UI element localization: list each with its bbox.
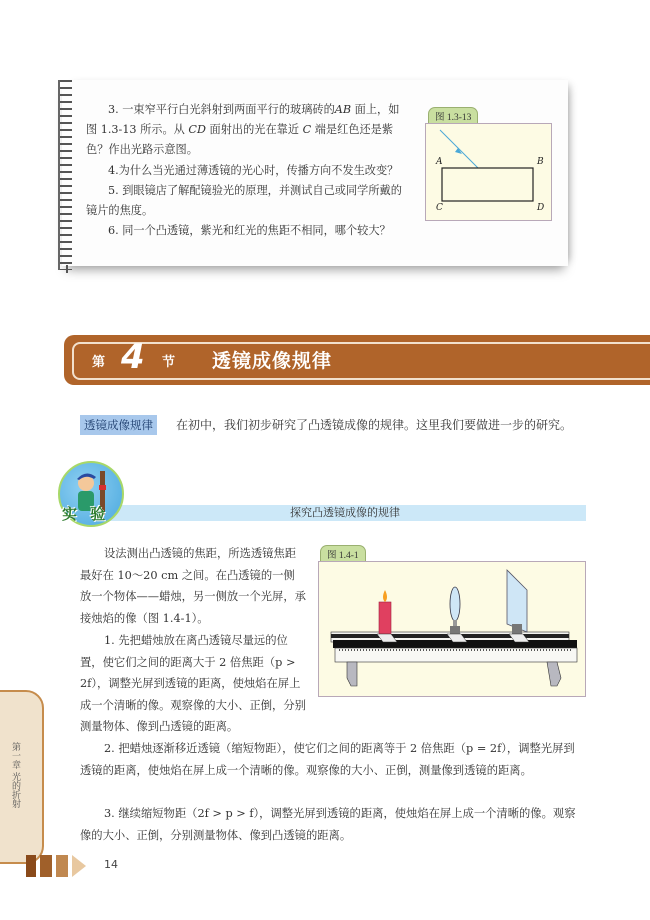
figure-label: 图 1.3-13 xyxy=(428,107,478,124)
corner-b: B xyxy=(537,157,544,167)
experiment-text-left xyxy=(80,543,306,629)
exercise-6: 6. 同一个凸透镜，紫光和红光的焦距不相同，哪个较大？ xyxy=(108,224,391,238)
exercise-3: 3. 一束窄平行白光斜射到两面平行的玻璃砖的AB 面上，如图 1.3-13 所示。从 CD 面射出的光在靠近 C 端是红色还是紫色？作出光路示意图。 xyxy=(86,103,400,157)
exercise-5: 5. 到眼镜店了解配镜验光的原理，并测试自己或同学所戴的镜片的焦度。 xyxy=(86,183,402,218)
page-arrow-icon xyxy=(72,855,86,877)
section-title: 透镜成像规律 xyxy=(212,350,333,372)
exercise-list xyxy=(86,100,408,241)
figure-glass-brick xyxy=(425,123,552,221)
corner-a: A xyxy=(436,157,443,167)
page-number: 14 xyxy=(104,858,118,871)
page-strip-1 xyxy=(26,855,36,877)
intro-text: 在初中，我们初步研究了凸透镜成像的规律。这里我们要做进一步的研究。 xyxy=(176,418,573,432)
figure-1-4-1-label: 图 1.4-1 xyxy=(320,545,366,562)
experiment-paragraph-0: 设法测出凸透镜的焦距，所选透镜焦距最好在 10～20 cm 之间。在凸透镜的一侧放一个物体——蜡烛，另一侧放一个光屏，承接烛焰的像（图 1.4-1）。 xyxy=(80,547,306,625)
experiment-title: 探究凸透镜成像的规律 xyxy=(290,506,400,519)
experiment-step-2: 2. 把蜡烛逐渐移近透镜（缩短物距），使它们之间的距离等于 2 倍焦距（p = 2f），调整光屏到透镜的距离，使烛焰在屏上成一个清晰的像。观察像的大小、正倒，测量像到透镜的距离。 xyxy=(80,742,575,777)
page-strip-3 xyxy=(56,855,68,877)
optical-bench-diagram xyxy=(319,562,585,696)
section-number: 4 xyxy=(121,337,145,377)
experiment-badge: 实 验 xyxy=(62,505,110,523)
section-prefix: 第 xyxy=(92,355,106,370)
chapter-number: 第一章 xyxy=(10,742,20,769)
glass-brick-diagram xyxy=(426,124,551,220)
spiral-binding-end xyxy=(66,265,68,273)
exercise-4: 4.为什么当光通过薄透镜的光心时，传播方向不发生改变？ xyxy=(108,163,399,177)
corner-c: C xyxy=(436,203,443,213)
page-strip-2 xyxy=(40,855,52,877)
keyword-tag: 透镜成像规律 xyxy=(80,415,157,435)
experiment-step-1: 1. 先把蜡烛放在离凸透镜尽量远的位置，使它们之间的距离大于 2 倍焦距（p > 2f），调整光屏到透镜的距离，使烛焰在屏上成一个清晰的像。观察像的大小、正倒，分别测量物体、像到凸透镜的距离。 xyxy=(80,634,306,734)
chapter-title: 光的折射 xyxy=(10,772,20,808)
spiral-binding xyxy=(58,80,72,270)
experiment-step-3: 3. 继续缩短物距（2f > p > f），调整光屏到透镜的距离，使烛焰在屏上成一个清晰的像。观察像的大小、正倒，分别测量物体、像到凸透镜的距离。 xyxy=(80,807,576,842)
figure-optical-bench xyxy=(318,561,586,697)
corner-d: D xyxy=(537,203,545,213)
section-header-frame xyxy=(72,342,650,380)
section-suffix: 节 xyxy=(162,355,176,370)
